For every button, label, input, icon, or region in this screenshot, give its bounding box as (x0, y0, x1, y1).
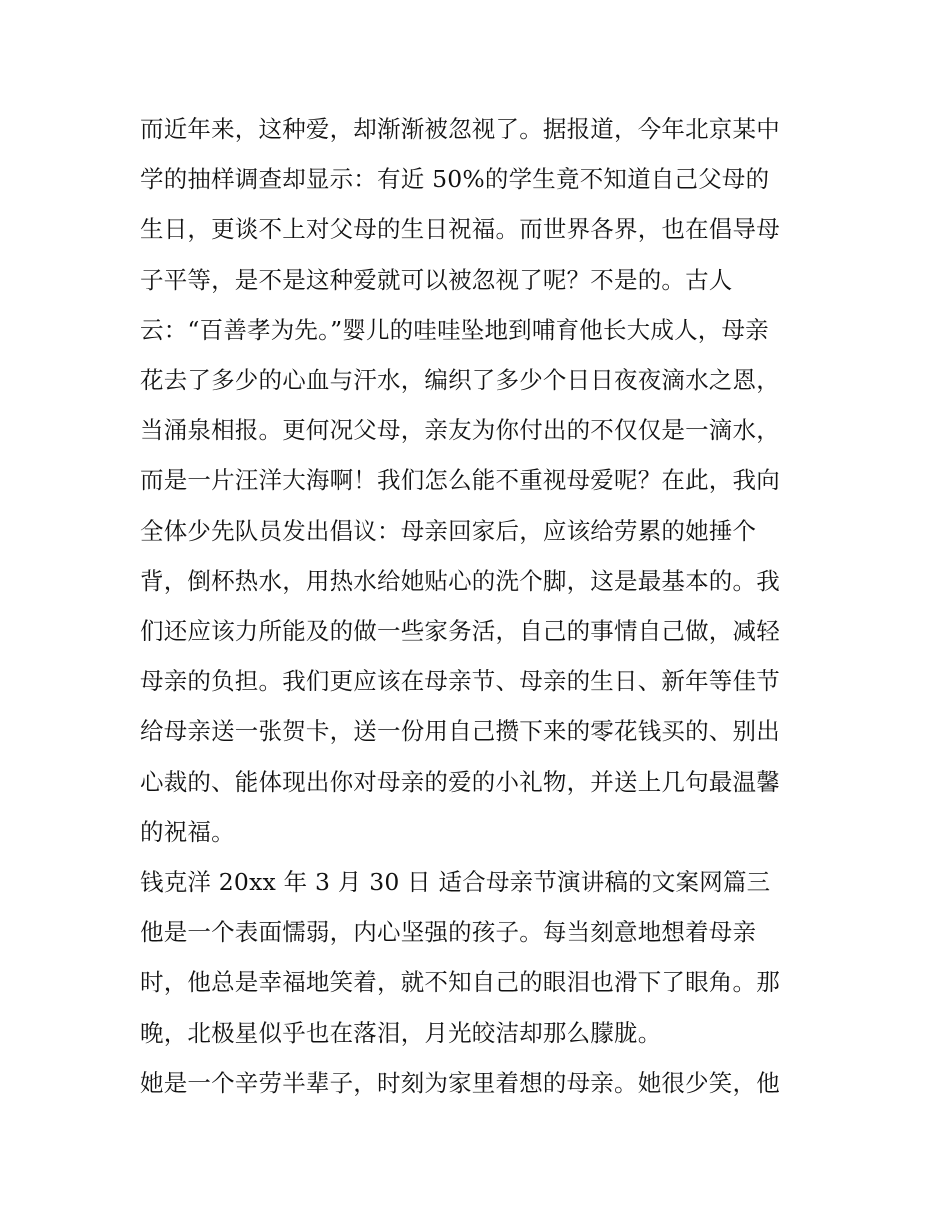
paragraph-line-14: 心裁的、能体现出你对母亲的爱的小礼物，并送上几句最温馨 (140, 768, 780, 796)
paragraph-line-10: 背，倒杯热水，用热水给她贴心的洗个脚，这是最基本的。我 (140, 567, 780, 595)
paragraph-line-6: 花去了多少的心血与汗水，编织了多少个日日夜夜滴水之恩， (140, 366, 780, 394)
paragraph-line-1: 而近年来，这种爱，却渐渐被忽视了。据报道，今年北京某中 (140, 115, 780, 143)
paragraph-line-3: 生日，更谈不上对父母的生日祝福。而世界各界，也在倡导母 (140, 215, 780, 243)
paragraph-line-9: 全体少先队员发出倡议：母亲回家后，应该给劳累的她捶个 (140, 517, 757, 545)
paragraph-line-19: 晚，北极星似乎也在落泪，月光皎洁却那么朦胧。 (140, 1019, 662, 1047)
paragraph-line-2: 学的抽样调查却显示：有近 50%的学生竟不知道自己父母的 (140, 165, 770, 193)
section-heading: 钱克洋 20xx 年 3 月 30 日 适合母亲节演讲稿的文案网篇三 (140, 868, 771, 896)
paragraph-line-15: 的祝福。 (140, 818, 235, 846)
paragraph-line-11: 们还应该力所能及的做一些家务活，自己的事情自己做，减轻 (140, 617, 780, 645)
paragraph-line-13: 给母亲送一张贺卡，送一份用自己攒下来的零花钱买的、别出 (140, 717, 780, 745)
paragraph-line-7: 当涌泉相报。更何况父母，亲友为你付出的不仅仅是一滴水， (140, 416, 780, 444)
paragraph-line-5: 云：“百善孝为先。”婴儿的哇哇坠地到哺育他长大成人，母亲 (140, 316, 769, 344)
paragraph-line-17: 他是一个表面懦弱，内心坚强的孩子。每当刻意地想着母亲 (140, 918, 757, 946)
paragraph-line-18: 时，他总是幸福地笑着，就不知自己的眼泪也滑下了眼角。那 (140, 968, 780, 996)
paragraph-line-8: 而是一片汪洋大海啊！我们怎么能不重视母爱呢？在此，我向 (140, 466, 780, 494)
paragraph-line-20: 她是一个辛劳半辈子，时刻为家里着想的母亲。她很少笑，他 (140, 1069, 780, 1097)
paragraph-line-4: 子平等，是不是这种爱就可以被忽视了呢？不是的。古人 (140, 266, 733, 294)
paragraph-line-12: 母亲的负担。我们更应该在母亲节、母亲的生日、新年等佳节 (140, 667, 780, 695)
